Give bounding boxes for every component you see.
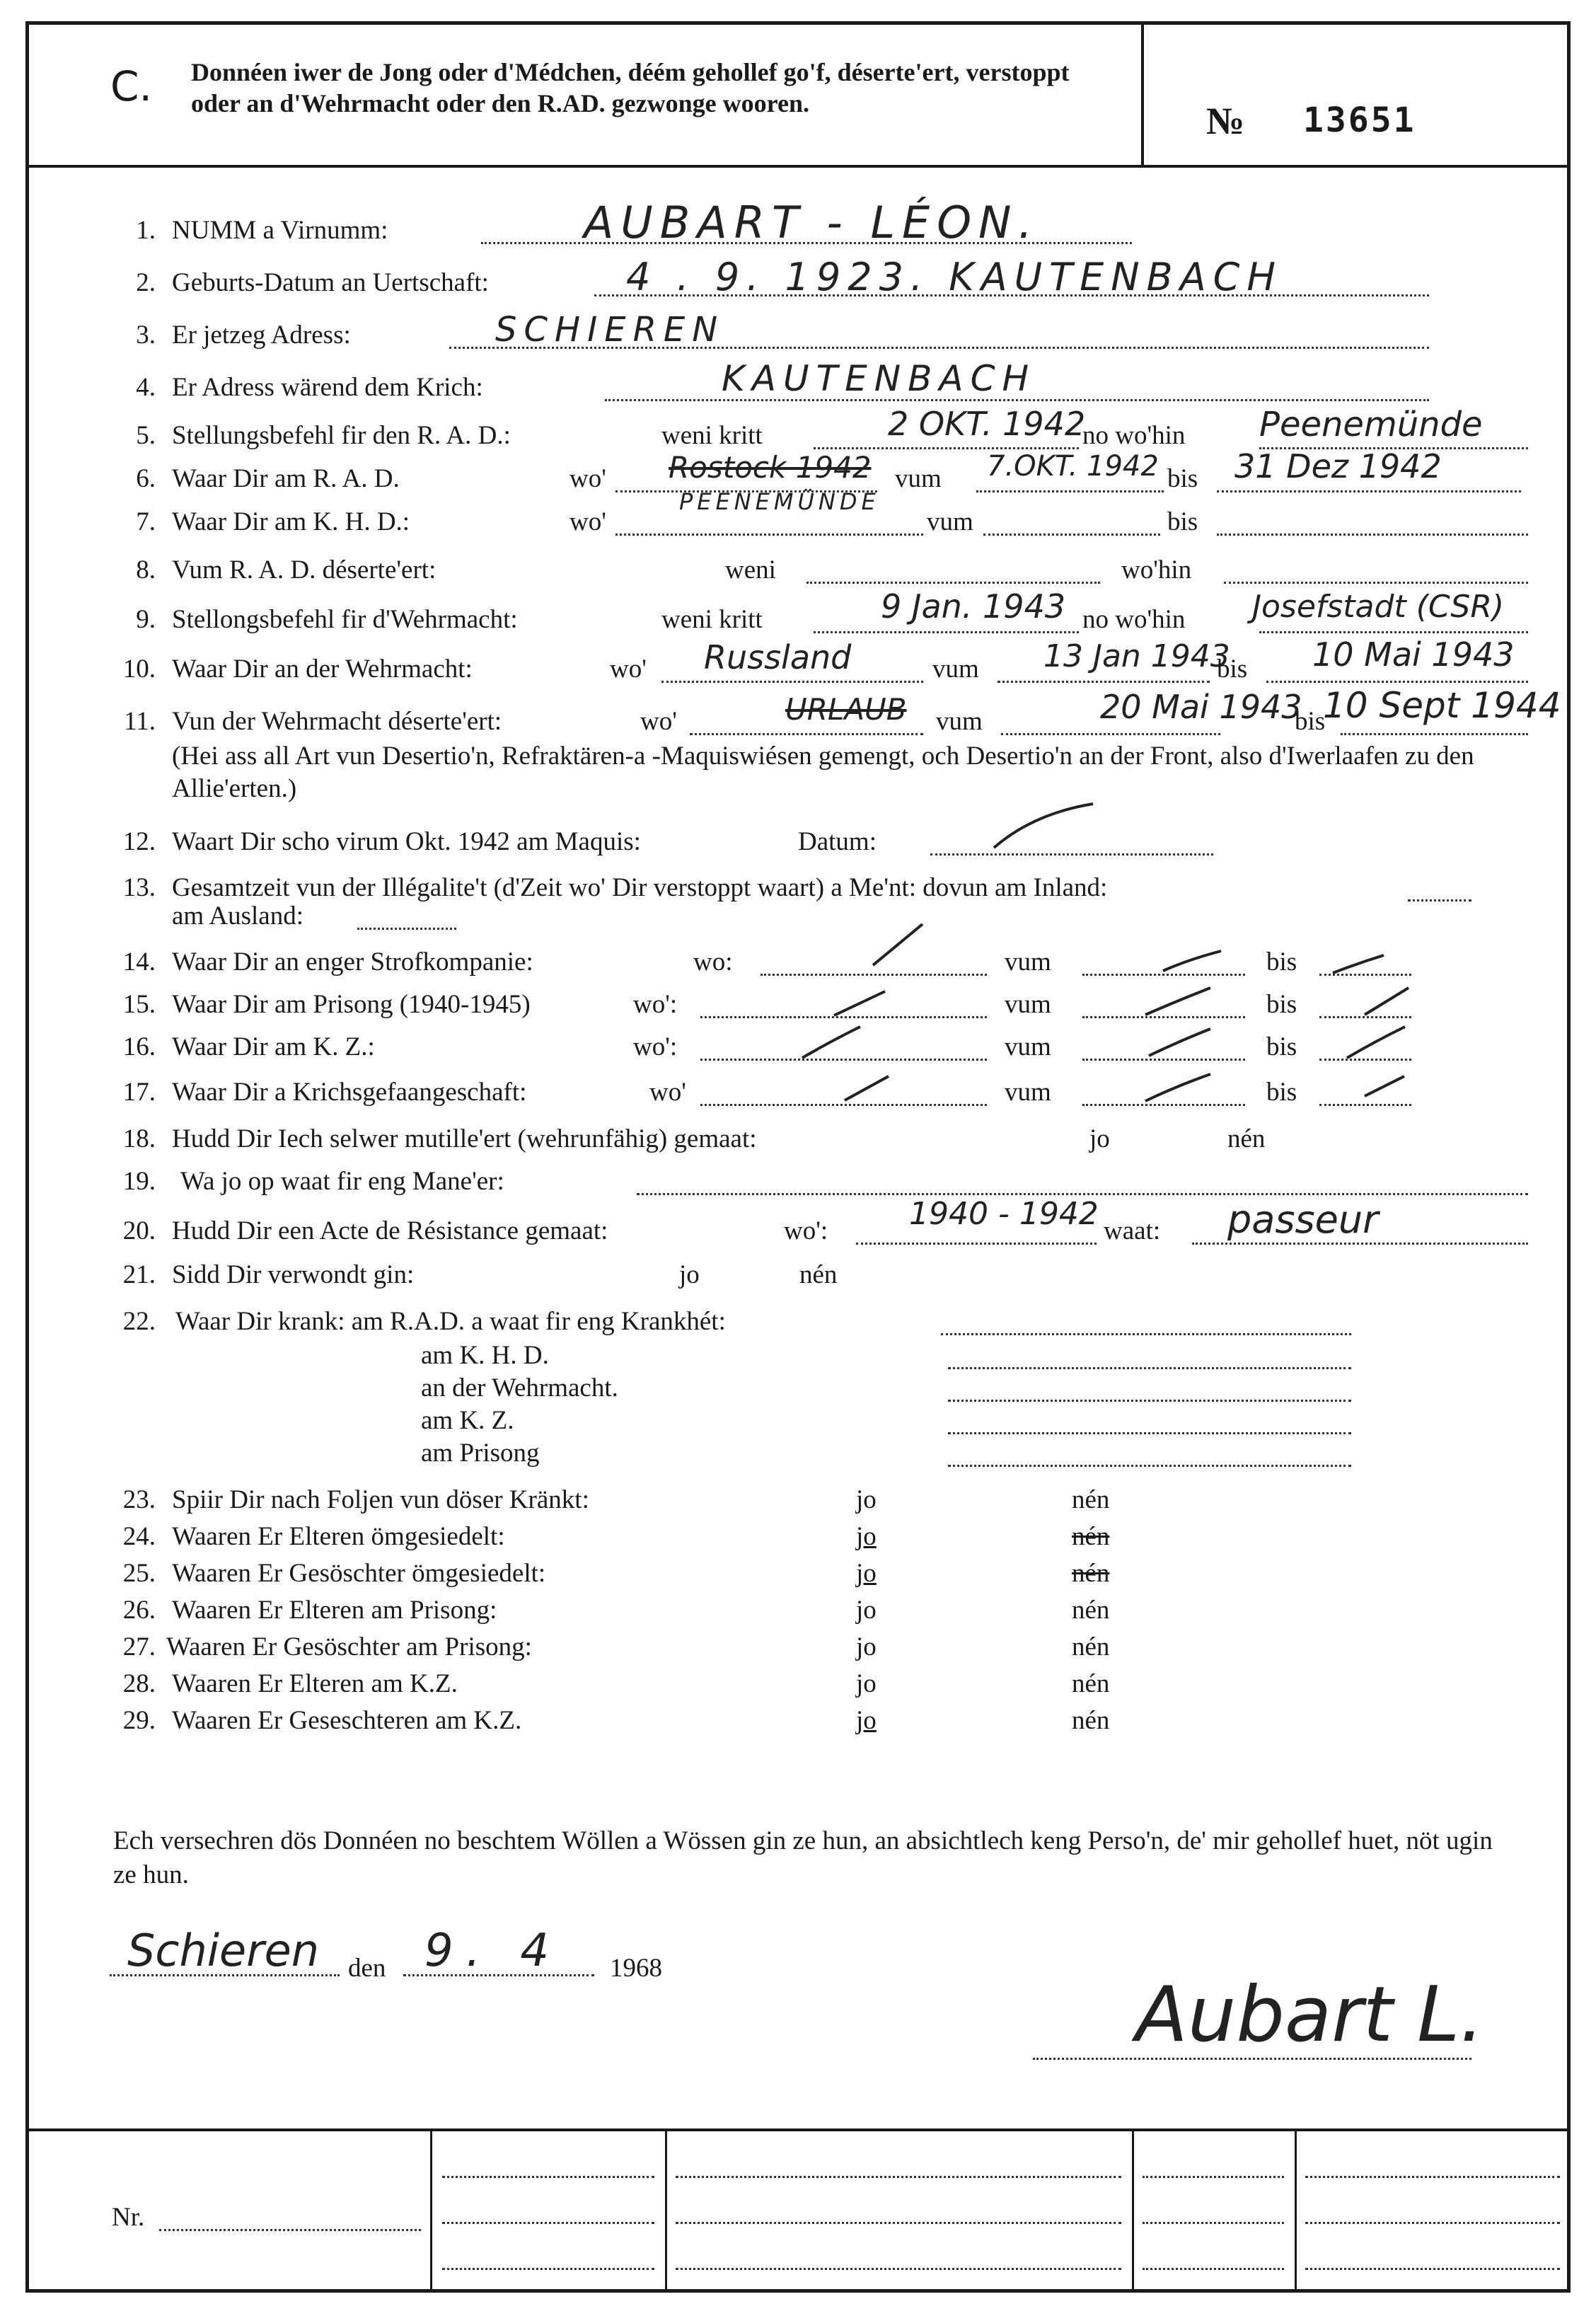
q28-number: 28. (122, 1669, 156, 1698)
q6-bis-line (1217, 490, 1521, 492)
q14-vum-label: vum (1005, 947, 1051, 976)
q27-nen: nén (1072, 1632, 1110, 1661)
q11-vum-line (1001, 733, 1220, 735)
q25-nen: nén (1072, 1559, 1110, 1588)
q23-nen: nén (1072, 1485, 1110, 1514)
q22-label: Waar Dir krank: am R.A.D. a waat fir eng Krankhét: (175, 1307, 726, 1336)
q14-wo-dash (870, 920, 927, 969)
q15-number: 15. (122, 990, 156, 1019)
registry-line-c1 (1143, 2176, 1284, 2178)
signature-line (1033, 2058, 1471, 2060)
q22-number: 22. (122, 1307, 156, 1336)
q25-number: 25. (122, 1559, 156, 1588)
q17-number: 17. (122, 1078, 156, 1107)
q6-bis-label: bis (1167, 464, 1198, 493)
q4-answer: KAUTENBACH (722, 358, 1036, 399)
q4-label: Er Adress wärend dem Krich: (172, 373, 483, 402)
q8-wohin-label: wo'hin (1121, 555, 1192, 584)
registry-col-3 (1132, 2128, 1134, 2293)
q5-when: 2 OKT. 1942 (888, 405, 1086, 443)
q14-bis-label: bis (1266, 947, 1297, 976)
q20-label: Hudd Dir een Acte de Résistance gemaat: (172, 1216, 608, 1245)
registry-line-b1 (676, 2176, 1121, 2178)
q24-label: Waaren Er Elteren ömgesiedelt: (172, 1522, 505, 1551)
q6-vum-line (976, 490, 1164, 492)
q7-wo-label: wo' (569, 507, 606, 536)
q12-dash-mark (990, 800, 1097, 853)
q29-label: Waaren Er Geseschteren am K.Z. (172, 1706, 522, 1735)
q7-vum-line-2 (983, 534, 1160, 536)
q6-label: Waar Dir am R. A. D. (172, 464, 400, 493)
q6-bis: 31 Dez 1942 (1234, 447, 1442, 485)
q21-jo: jo (679, 1260, 700, 1289)
q21-number: 21. (122, 1260, 156, 1289)
q7-bis-label: bis (1167, 507, 1198, 536)
declaration-text: Ech versechren dös Donnéen no beschtem Wöllen a Wössen gin ze hun, an absichtlech keng Perso'n, de' mir gehollef huet, nöt ugin ze hun. (113, 1826, 1493, 1889)
q29-nen: nén (1072, 1706, 1110, 1735)
q20-wo: 1940 - 1942 (909, 1196, 1099, 1232)
q14-wo-line (761, 974, 987, 976)
q16-number: 16. (122, 1032, 156, 1061)
q12-label: Waart Dir scho virum Okt. 1942 am Maquis: (172, 827, 641, 856)
q18-jo: jo (1089, 1124, 1110, 1153)
q8-number: 8. (136, 555, 156, 584)
q28-nen: nén (1072, 1669, 1110, 1698)
q20-wo-label: wo': (784, 1216, 828, 1245)
q16-wo-dash (799, 1022, 863, 1061)
q23-jo: jo (856, 1485, 877, 1514)
q7-wo-line (615, 534, 923, 536)
q10-wo: Russland (704, 638, 852, 676)
q10-vum-label: vum (932, 655, 979, 684)
q20-waat-line (1192, 1243, 1528, 1245)
q11-wo-label: wo' (640, 707, 677, 736)
q11-vum-label: vum (936, 707, 983, 736)
q15-bis-dash (1362, 984, 1411, 1019)
q18-nen: nén (1227, 1124, 1266, 1153)
registry-line-d3 (1305, 2268, 1560, 2270)
q15-wo-label: wo': (633, 990, 678, 1019)
q12-line (930, 853, 1213, 855)
q26-number: 26. (122, 1596, 156, 1625)
form-number: 13651 (1303, 100, 1416, 140)
q15-label: Waar Dir am Prisong (1940-1945) (172, 990, 531, 1019)
q5-where: Peenemünde (1259, 405, 1483, 444)
q20-number: 20. (122, 1216, 156, 1245)
q6-wo: Rostock 1942 (669, 450, 872, 485)
q17-bis-dash (1362, 1072, 1408, 1100)
registry-line-b3 (676, 2268, 1121, 2270)
q4-line (605, 399, 1429, 401)
q26-nen: nén (1072, 1596, 1110, 1625)
q24-number: 24. (122, 1522, 156, 1551)
q10-bis: 10 Mai 1943 (1312, 635, 1515, 674)
q11-bis-label: bis (1295, 707, 1326, 736)
q18-label: Hudd Dir Iech selwer mutille'ert (wehrunfähig) gemaat: (172, 1124, 757, 1153)
q3-number: 3. (136, 321, 156, 350)
q27-number: 27. (122, 1632, 156, 1661)
q23-label: Spiir Dir nach Foljen vun döser Kränkt: (172, 1485, 589, 1514)
q12-number: 12. (122, 827, 156, 856)
q4-number: 4. (136, 373, 156, 402)
q8-weni-label: weni (725, 555, 776, 584)
q14-vum-dash (1160, 947, 1224, 975)
registry-line-d2 (1305, 2222, 1560, 2224)
q22-sub-kz: am K. Z. (421, 1406, 514, 1435)
q19-number: 19. (122, 1167, 156, 1196)
q10-label: Waar Dir an der Wehrmacht: (172, 655, 473, 684)
q26-jo: jo (856, 1596, 877, 1625)
q11-vum: 20 Mai 1943 (1100, 688, 1302, 726)
q23-number: 23. (122, 1485, 156, 1514)
q11-bis: 10 Sept 1944 (1323, 685, 1561, 726)
q22-line-2 (948, 1400, 1351, 1402)
q19-line (637, 1193, 1528, 1195)
q21-nen: nén (799, 1260, 838, 1289)
q7-number: 7. (136, 507, 156, 536)
q9-when: 9 Jan. 1943 (881, 587, 1066, 626)
q7-vum-label: vum (927, 507, 973, 536)
q15-wo-dash (831, 987, 888, 1019)
q6-wo-label: wo' (569, 464, 606, 493)
section-letter: C. (110, 62, 152, 110)
q5-where-label: no wo'hin (1082, 421, 1186, 450)
q16-bis-dash (1344, 1022, 1408, 1061)
q5-label: Stellungsbefehl fir den R. A. D.: (172, 421, 511, 450)
q5-when-line (814, 447, 1079, 449)
q1-answer: AUBART - LÉON. (584, 197, 1040, 248)
q10-wo-line (661, 681, 923, 683)
q13-ausland-label: am Ausland: (172, 901, 304, 931)
q6-vum: 7.OKT. 1942 (987, 450, 1159, 483)
q11-label: Vun der Wehrmacht déserte'ert: (172, 707, 502, 736)
q17-wo-dash (842, 1072, 891, 1104)
q17-wo-label: wo' (649, 1078, 686, 1107)
q14-number: 14. (122, 947, 156, 976)
q17-vum-label: vum (1005, 1078, 1051, 1107)
q28-jo: jo (856, 1669, 877, 1698)
q14-label: Waar Dir an enger Strofkompanie: (172, 947, 533, 976)
q8-label: Vum R. A. D. déserte'ert: (172, 555, 436, 584)
registry-line-c3 (1143, 2268, 1284, 2270)
q8-weni-line (806, 582, 1100, 584)
registry-nr-line (159, 2229, 421, 2231)
q10-vum-line (998, 681, 1210, 683)
q17-bis-line (1319, 1104, 1411, 1106)
q22-line-1 (948, 1367, 1351, 1369)
q9-when-label: weni kritt (661, 605, 763, 634)
registry-line-d1 (1305, 2176, 1560, 2178)
q17-label: Waar Dir a Krichsgefaangeschaft: (172, 1078, 527, 1107)
q6-vum-label: vum (895, 464, 942, 493)
q24-nen: nén (1072, 1522, 1110, 1551)
q20-waat-label: waat: (1104, 1216, 1161, 1245)
q9-when-line (814, 631, 1079, 633)
registry-line-c2 (1143, 2222, 1284, 2224)
q16-wo-label: wo': (633, 1032, 678, 1061)
q17-vum-dash (1143, 1070, 1213, 1105)
q11-wo-line (690, 733, 923, 735)
q2-answer: 4 . 9. 1923. KAUTENBACH (626, 255, 1283, 299)
q2-number: 2. (136, 268, 156, 297)
q9-where-label: no wo'hin (1082, 605, 1186, 634)
q13-label: Gesamtzeit vun der Illégalite't (d'Zeit wo' Dir verstoppt waart) a Me'nt: dovun am Inland: (172, 873, 1108, 902)
q13-inland-line (1408, 899, 1471, 901)
q14-bis-dash (1330, 952, 1387, 976)
q5-when-label: weni kritt (661, 421, 763, 450)
q5-number: 5. (136, 421, 156, 450)
q29-number: 29. (122, 1706, 156, 1735)
q7-label: Waar Dir am K. H. D.: (172, 507, 410, 536)
q9-number: 9. (136, 605, 156, 634)
q12-datum-label: Datum: (798, 827, 877, 856)
q28-label: Waaren Er Elteren am K.Z. (172, 1669, 458, 1698)
q17-bis-label: bis (1266, 1078, 1297, 1107)
q6-number: 6. (136, 464, 156, 493)
q10-bis-label: bis (1217, 655, 1248, 684)
signature-date: 9. 4 (424, 1925, 562, 1977)
q9-where: Josefstadt (CSR) (1252, 589, 1505, 625)
q25-jo: jo (856, 1559, 877, 1588)
q22-sub-khd: am K. H. D. (421, 1341, 549, 1370)
q16-vum-dash (1146, 1025, 1213, 1060)
q11-number: 11. (124, 707, 156, 736)
header-divider (1141, 21, 1144, 166)
q22-sub-prisong: am Prisong (421, 1439, 540, 1468)
header-bottom-rule (25, 165, 1571, 168)
q2-label: Geburts-Datum an Uertschaft: (172, 268, 489, 297)
q3-answer: SCHIEREN (495, 310, 725, 350)
q10-bis-line (1266, 681, 1528, 683)
q11-note: (Hei ass all Art vun Desertio'n, Refraktären-a -Maquiswiésen gemengt, och Desertio'n an der Front, also d'Iwerlaafen zu den Allie'erten.) (172, 742, 1474, 803)
q22-line-3 (948, 1432, 1351, 1434)
section-title: Donnéen iwer de Jong oder d'Médchen, déém gehollef go'f, déserte'ert, verstoppt oder an d'Wehrmacht oder den R.AD. gezwonge wooren. (191, 58, 1070, 117)
q1-number: 1. (136, 216, 156, 245)
registry-col-2 (665, 2128, 667, 2293)
q15-vum-label: vum (1005, 990, 1051, 1019)
q22-line-0 (941, 1333, 1351, 1335)
q22-sub-wehrmacht: an der Wehrmacht. (421, 1373, 618, 1402)
q25-label: Waaren Er Gesöschter ömgesiedelt: (172, 1559, 546, 1588)
q24-jo: jo (856, 1522, 877, 1551)
registry-nr-label: Nr. (112, 2203, 145, 2232)
registry-line-a2 (442, 2222, 654, 2224)
q17-wo-line (700, 1104, 987, 1106)
registry-col-1 (430, 2128, 432, 2293)
q27-jo: jo (856, 1632, 877, 1661)
q15-vum-dash (1143, 984, 1213, 1019)
registry-line-b2 (676, 2222, 1121, 2224)
q11-bis-line (1341, 733, 1528, 735)
place-line (110, 1974, 340, 1976)
q15-bis-label: bis (1266, 990, 1297, 1019)
q27-label: Waaren Er Gesöschter am Prisong: (166, 1632, 532, 1661)
q20-wo-line (856, 1243, 1097, 1245)
q21-label: Sidd Dir verwondt gin: (172, 1260, 415, 1289)
signature: Aubart L. (1135, 1971, 1484, 2059)
q7-bis-line (1217, 534, 1528, 536)
q8-wohin-line (1224, 582, 1528, 584)
q9-label: Stellongsbefehl fir d'Wehrmacht: (172, 605, 518, 634)
q3-label: Er jetzeg Adress: (172, 321, 351, 350)
q26-label: Waaren Er Elteren am Prisong: (172, 1596, 497, 1625)
q18-number: 18. (122, 1124, 156, 1153)
signature-place: Schieren (127, 1925, 320, 1976)
q11-wo: URLAUB (785, 692, 907, 727)
q10-wo-label: wo' (610, 655, 647, 684)
q16-bis-label: bis (1266, 1032, 1297, 1061)
q16-label: Waar Dir am K. Z.: (172, 1032, 375, 1061)
signature-year: 1968 (610, 1954, 662, 1983)
q19-label: Wa jo op waat fir eng Mane'er: (180, 1167, 504, 1196)
form-number-symbol: № (1206, 100, 1245, 142)
q7-wo: PEENEMÜNDE (679, 488, 880, 515)
den-label: den (348, 1954, 386, 1983)
q13-number: 13. (122, 873, 156, 902)
registry-line-a1 (442, 2176, 654, 2178)
q14-wo-label: wo: (693, 947, 733, 976)
q29-jo: jo (856, 1706, 877, 1735)
q20-waat: passeur (1227, 1197, 1379, 1242)
registry-line-a3 (442, 2268, 654, 2270)
q10-number: 10. (122, 655, 156, 684)
q1-label: NUMM a Virnumm: (172, 216, 388, 245)
q13-ausland-line (357, 928, 456, 930)
registry-col-4 (1295, 2128, 1297, 2293)
q9-where-line (1259, 631, 1528, 633)
q10-vum: 13 Jan 1943 (1043, 638, 1230, 674)
q16-vum-label: vum (1005, 1032, 1051, 1061)
q22-line-4 (948, 1465, 1351, 1467)
